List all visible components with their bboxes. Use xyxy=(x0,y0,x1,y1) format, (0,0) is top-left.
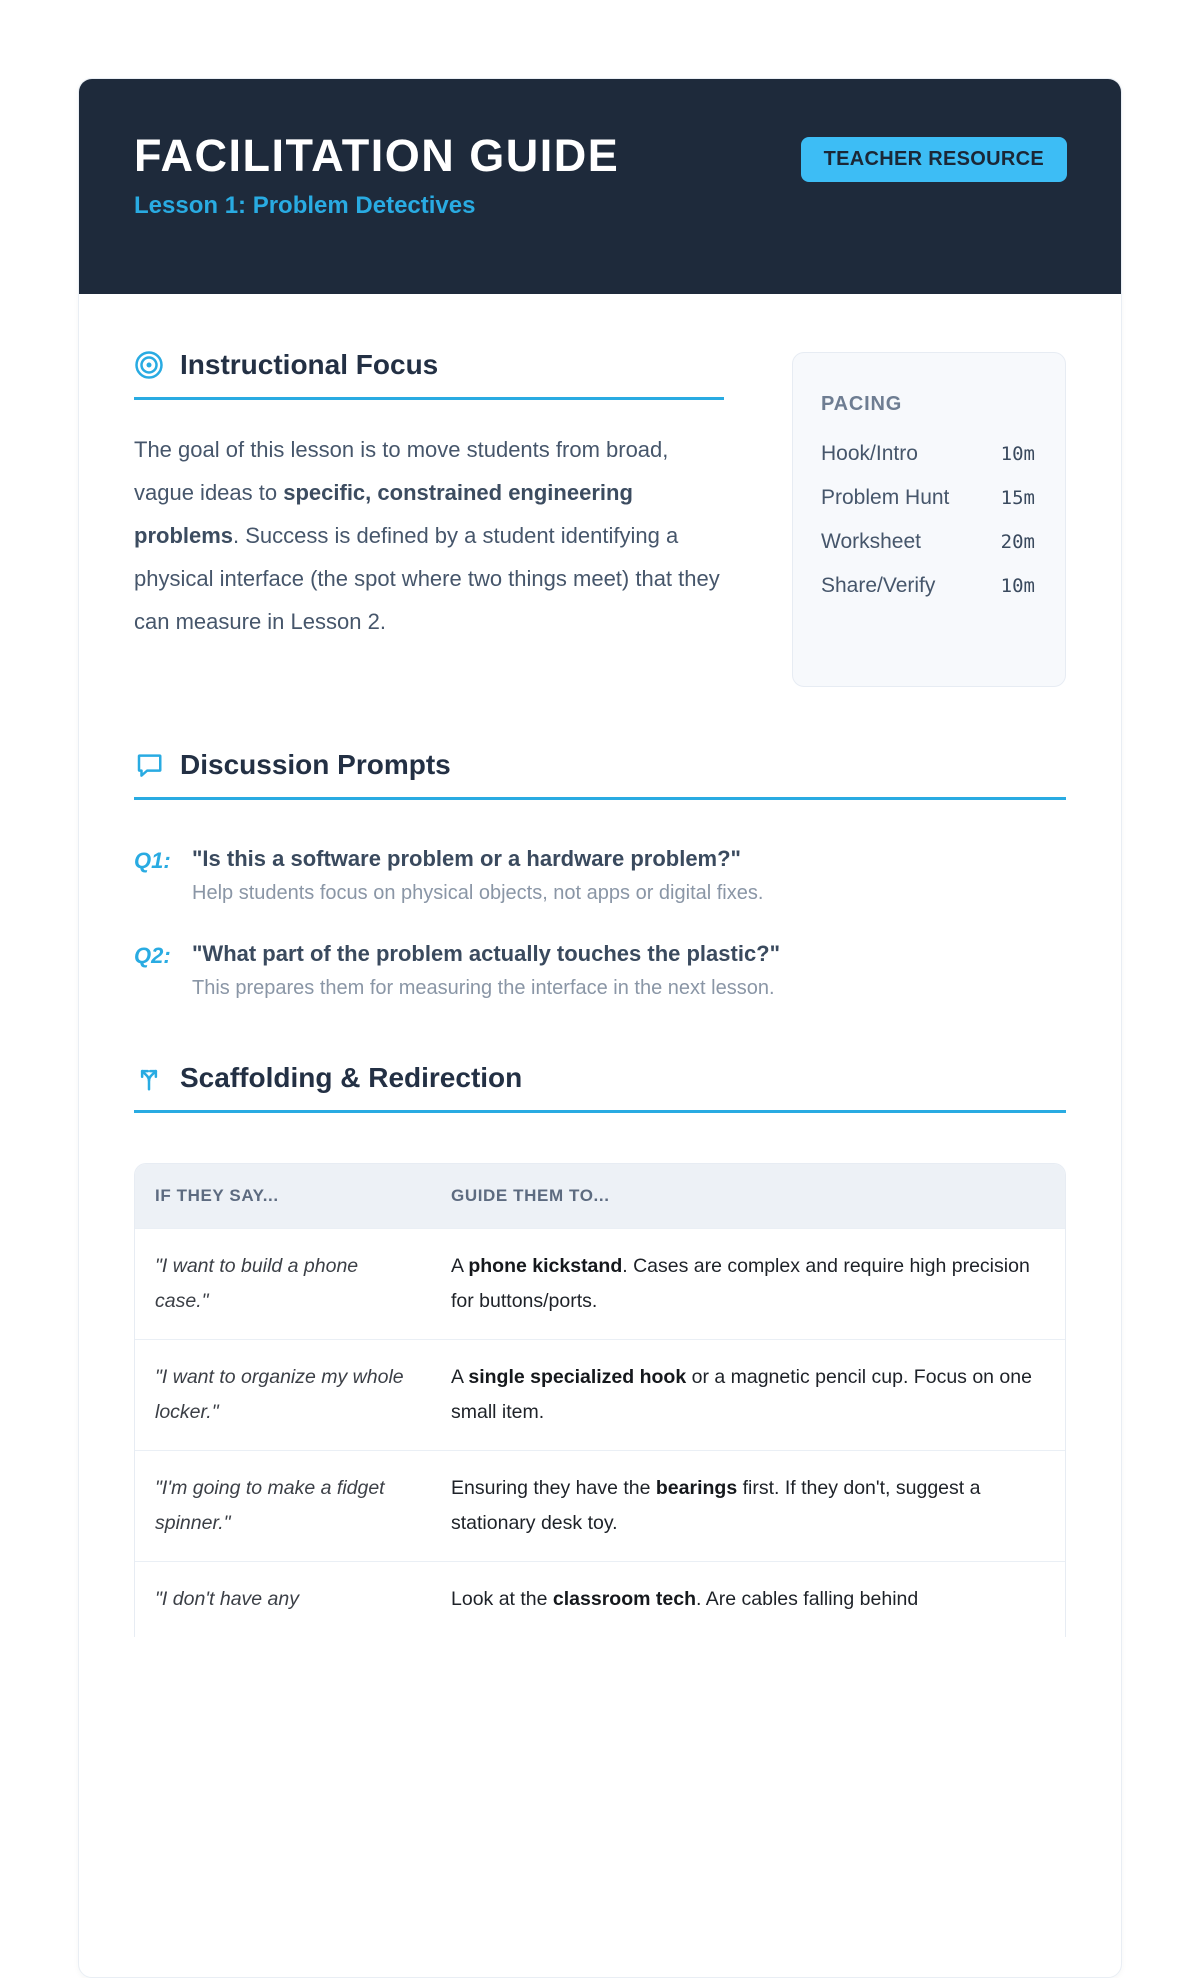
focus-text-bold: specific, constrained engineering problems xyxy=(134,480,633,548)
branch-icon xyxy=(134,1063,164,1093)
facilitation-guide-card xyxy=(78,78,1122,1978)
prompt-label: Q1: xyxy=(134,848,171,873)
focus-section-divider xyxy=(134,397,724,400)
prompt-question: "Is this a software problem or a hardware problem?" xyxy=(192,846,741,871)
pacing-label: Worksheet xyxy=(821,530,921,553)
prompt-item xyxy=(134,846,1066,905)
discussion-section-divider xyxy=(134,797,1066,800)
prompt-question: "What part of the problem actually touches the plastic?" xyxy=(192,941,781,966)
prompt-item xyxy=(134,941,1066,1000)
prompt-note: This prepares them for measuring the interface in the next lesson. xyxy=(192,977,775,999)
pacing-row xyxy=(821,574,1035,598)
table-row xyxy=(135,1561,1065,1637)
pacing-label: Share/Verify xyxy=(821,574,936,597)
scaffolding-section-divider xyxy=(134,1110,1066,1113)
scaffolding-section-title: Scaffolding & Redirection xyxy=(180,1062,523,1093)
table-row xyxy=(135,1339,1065,1450)
column-header-if-they-say: IF THEY SAY... xyxy=(155,1186,279,1205)
focus-section-title: Instructional Focus xyxy=(180,349,439,380)
focus-text: The goal of this lesson is to move students from broad, vague ideas to xyxy=(134,437,669,505)
header-text-block xyxy=(134,130,620,220)
table-row xyxy=(135,1228,1065,1339)
prompt-body xyxy=(192,846,763,905)
lesson-subtitle: Lesson 1: Problem Detectives xyxy=(134,192,476,219)
pacing-time: 20m xyxy=(1000,531,1035,553)
scaffolding-table xyxy=(134,1163,1066,1637)
pacing-time: 15m xyxy=(1000,487,1035,509)
section-scaffolding xyxy=(134,1062,1066,1637)
guide-cell: A single specialized hook or a magnetic pencil cup. Focus on one small item. xyxy=(451,1366,1032,1423)
column-header-guide-them-to: GUIDE THEM TO... xyxy=(451,1186,610,1205)
prompt-body xyxy=(192,941,780,1000)
page-title: FACILITATION GUIDE xyxy=(134,130,620,181)
card-content xyxy=(79,294,1121,1637)
focus-paragraph xyxy=(134,428,724,643)
say-cell: "I want to build a phone case." xyxy=(155,1255,359,1312)
pacing-time: 10m xyxy=(1000,443,1035,465)
section-instructional-focus xyxy=(134,349,1066,687)
table-header-row xyxy=(135,1164,1065,1228)
pacing-row xyxy=(821,442,1035,466)
guide-cell: A phone kickstand. Cases are complex and require high precision for buttons/ports. xyxy=(451,1255,1030,1312)
focus-text: . Success is defined by a student identifying a physical interface (the spot where two things meet) that they can measure in Lesson 2. xyxy=(134,523,720,634)
prompt-note: Help students focus on physical objects, not apps or digital fixes. xyxy=(192,882,764,904)
pacing-row xyxy=(821,530,1035,554)
target-icon xyxy=(134,350,164,380)
guide-cell: Look at the classroom tech. Are cables falling behind xyxy=(451,1588,919,1610)
focus-column xyxy=(134,349,724,687)
say-cell: "I want to organize my whole locker." xyxy=(155,1366,404,1423)
table-row xyxy=(135,1450,1065,1561)
pacing-title: PACING xyxy=(821,393,903,415)
prompt-label: Q2: xyxy=(134,943,171,968)
say-cell: "I'm going to make a fidget spinner." xyxy=(155,1477,385,1534)
teacher-resource-badge: TEACHER RESOURCE xyxy=(801,137,1067,182)
say-cell: "I don't have any xyxy=(155,1588,299,1610)
guide-cell: Ensuring they have the bearings first. If they don't, suggest a stationary desk toy. xyxy=(451,1477,981,1534)
section-discussion-prompts xyxy=(134,749,1066,1000)
pacing-label: Problem Hunt xyxy=(821,486,950,509)
pacing-row xyxy=(821,486,1035,510)
prompt-list xyxy=(134,846,1066,1000)
card-header xyxy=(79,79,1121,294)
pacing-box xyxy=(792,352,1066,687)
pacing-label: Hook/Intro xyxy=(821,442,918,465)
chat-bubble-icon xyxy=(134,750,164,780)
discussion-section-title: Discussion Prompts xyxy=(180,749,451,780)
pacing-time: 10m xyxy=(1000,575,1035,597)
